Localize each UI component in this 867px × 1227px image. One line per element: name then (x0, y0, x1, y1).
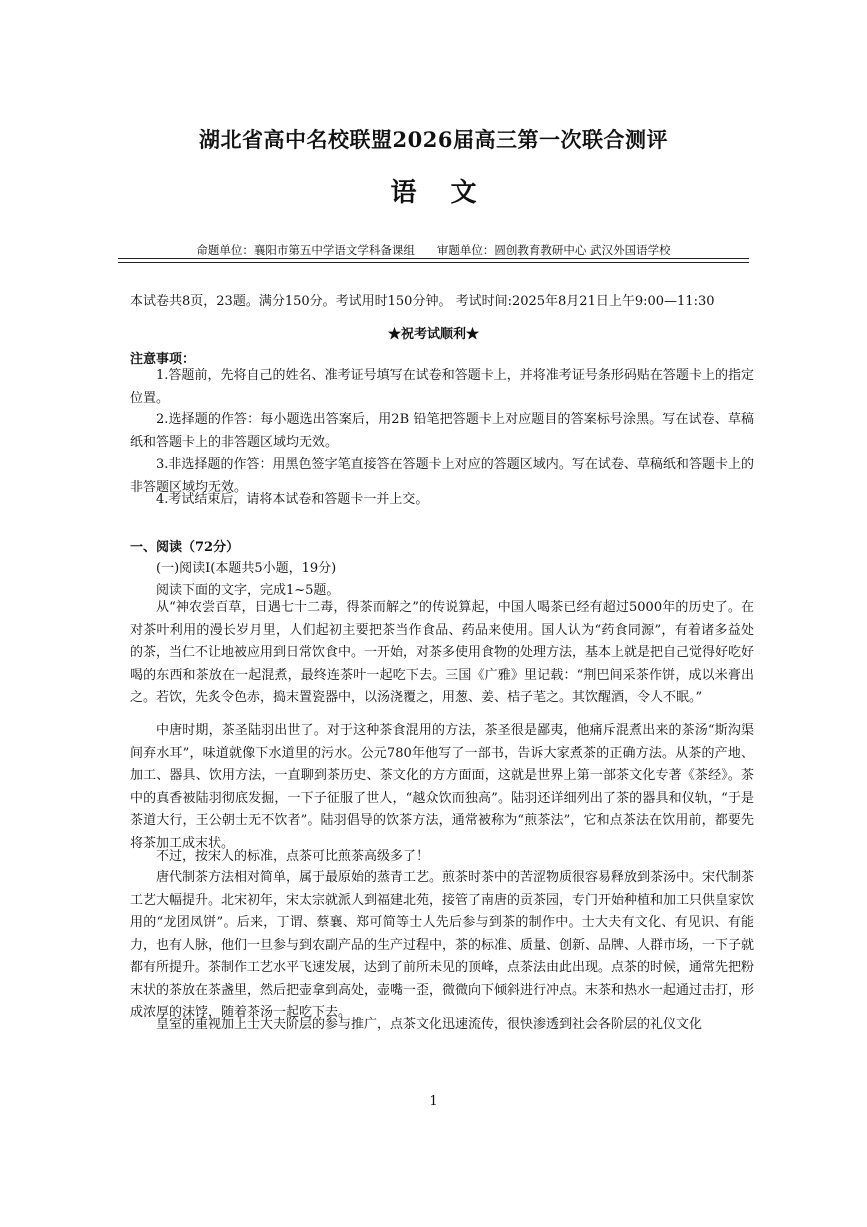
passage-instruction: 阅读下面的文字，完成1~5题。 (156, 583, 340, 598)
blessing: ★祝考试顺利★ (387, 327, 479, 342)
exam-title: 湖北省高中名校联盟2026届高三第一次联合测评 (199, 127, 668, 152)
section-title: 一、阅读（72分） (130, 540, 240, 555)
units-line (128, 242, 739, 258)
passage-paragraph-4: 唐代制茶方法相对简单，属于最原始的蒸青工艺。煎茶时茶中的苦涩物质很容易释放到茶汤中。宋代制茶工艺大幅提升。北宋初年，宋太宗就派人到福建北苑，接管了南唐的贡茶园，专门开始种植和加工只供皇家饮用的“龙团凤饼”。后来，丁谓、蔡襄、郑可简等士人先后参与到茶的制作中。士大夫有文化、有见识、有能力，也有人脉，他们一旦参与到农副产品的生产过程中，茶的标准、质量、创新、品牌、人群市场，一下子就都有所提升。茶制作工艺水平飞速发展，达到了前所未见的顶峰，点茶法由此出现。点茶的时候，通常先把粉末状的茶放在茶盏里，然后把壶拿到高处，壶嘴一歪，微微向下倾斜进行冲点。末茶和热水一起通过击打，形成浓厚的沫饽，随着茶汤一起吃下去。 (130, 870, 755, 1020)
note-item-4: 4.考试结束后，请将本试卷和答题卡一并上交。 (156, 492, 429, 507)
subsection-title: (一)阅读Ⅰ(本题共5小题，19分) (156, 561, 337, 576)
note-item-2: 2.选择题的作答：每小题选出答案后，用2B 铅笔把答题卡上对应题目的答案标号涂黑。写在试卷、草稿纸和答题卡上的非答题区域均无效。 (130, 412, 754, 450)
header-rule-thick (118, 258, 749, 259)
passage-paragraph-3: 不过，按宋人的标准，点茶可比煎茶高级多了！ (156, 849, 430, 864)
note-item-3: 3.非选择题的作答：用黑色签字笔直接答在答题卡上对应的答题区域内。写在试卷、草稿纸和答题卡上的非答题区域均无效。 (130, 457, 754, 495)
passage-paragraph-1: 从“神农尝百草，日遇七十二毒，得茶而解之”的传说算起，中国人喝茶已经有超过5000年的历史了。在对茶叶利用的漫长岁月里，人们起初主要把茶当作食品、药品来使用。国人认为“药食同源”，有着诸多益处的茶，当仁不让地被应用到日常饮食中。一开始，对茶多使用食物的处理方法，基本上就是把自己觉得好吃好喝的东西和茶放在一起混煮，最终连茶叶一起吃下去。三国《广雅》里记载：“荆巴间采茶作饼，成以米膏出之。若饮，先炙令色赤，捣末置瓷器中，以汤浇覆之，用葱、姜、桔子芼之。其饮醒酒，令人不眠。” (130, 600, 755, 705)
note-item-1: 1.答题前，先将自己的姓名、准考证号填写在试卷和答题卡上，并将准考证号条形码贴在答题卡上的指定位置。 (130, 368, 754, 406)
passage-paragraph-2: 中唐时期，茶圣陆羽出世了。对于这种茶食混用的方法，茶圣很是鄙夷，他痛斥混煮出来的茶汤“斯沟渠间弃水耳”，味道就像下水道里的污水。公元780年他写了一部书，告诉大家煮茶的正确方法。从茶的产地、加工、器具、饮用方法，一直聊到茶历史、茶文化的方方面面，这就是世界上第一部茶文化专著《茶经》。茶中的真香被陆羽彻底发掘，一下子征服了世人，“越众饮而独高”。陆羽还详细列出了茶的器具和仪轨，“于是茶道大行，王公朝士无不饮者”。陆羽倡导的饮茶方法，通常被称为“煎茶法”，它和点茶法在饮用前，都要先将茶加工成末状。 (130, 723, 754, 851)
proposer-unit: 命题单位：襄阳市第五中学语文学科备课组 (196, 243, 415, 257)
notes-title: 注意事项： (130, 352, 196, 367)
header-rule-thin (118, 262, 749, 263)
exam-info: 本试卷共8页，23题。满分150分。考试用时150分钟。 考试时间:2025年8月21日上午9:00—11:30 (130, 294, 715, 309)
reviewer-unit: 审题单位：圆创教育教研中心 武汉外国语学校 (436, 243, 671, 257)
page-number: 1 (429, 1094, 438, 1109)
passage-paragraph-5: 皇室的重视加上士大夫阶层的参与推广，点茶文化迅速流传，很快渗透到社会各阶层的礼仪文化 (156, 1017, 703, 1032)
subject-title: 语文 (390, 178, 511, 208)
